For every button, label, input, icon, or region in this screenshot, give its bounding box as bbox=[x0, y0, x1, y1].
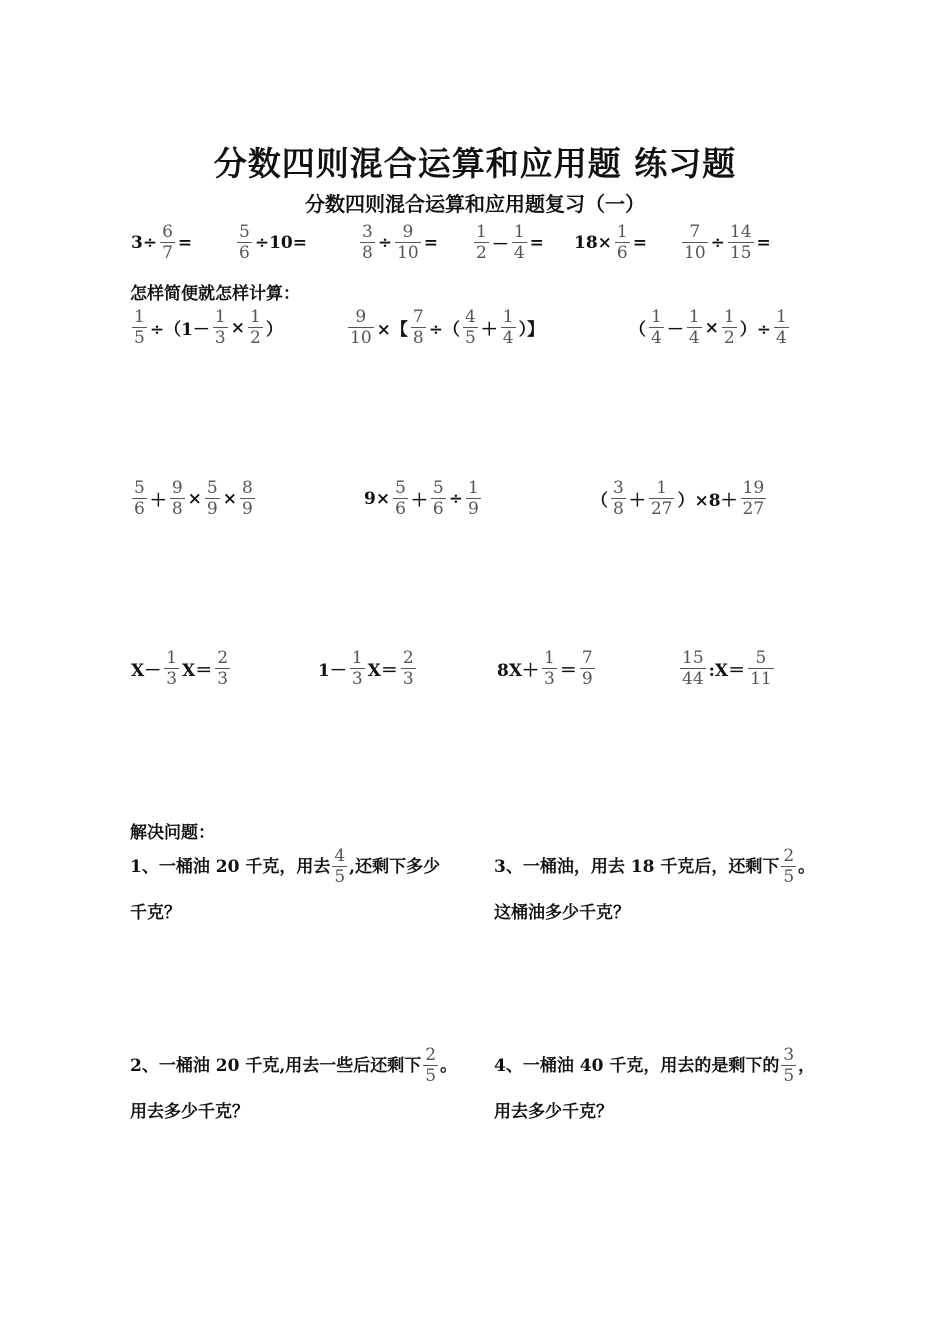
problem-3 bbox=[494, 846, 815, 925]
fraction-denominator: 5 bbox=[334, 867, 346, 887]
fraction bbox=[512, 222, 527, 263]
fraction-numerator: 1 bbox=[249, 307, 261, 327]
fraction-numerator: 5 bbox=[395, 478, 406, 498]
fraction-numerator: 5 bbox=[239, 222, 250, 242]
fraction-numerator: 9 bbox=[171, 478, 183, 498]
math-expression bbox=[130, 222, 193, 263]
problem-4-line2: 用去多少千克？ bbox=[494, 1102, 613, 1122]
operator-text: ＋ bbox=[149, 491, 167, 511]
fraction bbox=[580, 648, 595, 689]
fraction-denominator: 4 bbox=[513, 243, 525, 263]
operator-text: X＝ bbox=[367, 661, 398, 681]
operator-text: 8X＋ bbox=[497, 661, 540, 681]
fraction-denominator: 7 bbox=[162, 243, 173, 263]
problem-4 bbox=[494, 1045, 815, 1124]
fraction-denominator: 2 bbox=[723, 328, 735, 348]
operator-text: （ bbox=[591, 491, 608, 511]
operator-text: = bbox=[632, 232, 647, 253]
fraction-denominator: 5 bbox=[783, 1066, 795, 1086]
operator-text: = bbox=[756, 232, 771, 253]
operator-text: = bbox=[529, 232, 544, 253]
fraction-denominator: 8 bbox=[171, 499, 183, 519]
fraction-denominator: 6 bbox=[616, 243, 628, 263]
operator-text: 1－ bbox=[318, 661, 347, 681]
fraction bbox=[501, 307, 516, 348]
operator-text: ÷ bbox=[377, 232, 393, 253]
fraction-denominator: 4 bbox=[502, 328, 514, 348]
fraction bbox=[350, 648, 365, 689]
fraction-numerator: 1 bbox=[513, 222, 525, 242]
math-expression bbox=[472, 222, 545, 263]
fraction-numerator: 1 bbox=[651, 307, 662, 327]
fraction bbox=[237, 222, 252, 263]
math-expression bbox=[680, 222, 772, 263]
operator-text: 3÷ bbox=[131, 232, 158, 253]
fraction-denominator: 3 bbox=[402, 669, 414, 689]
fraction-denominator: 5 bbox=[783, 867, 795, 887]
fraction-denominator: 4 bbox=[775, 328, 787, 348]
fraction-numerator: 1 bbox=[467, 478, 479, 498]
fraction bbox=[215, 648, 230, 689]
fraction-numerator: 1 bbox=[134, 307, 145, 327]
problem-1-text-end: ,还剩下多少 bbox=[349, 856, 441, 877]
operator-text: = bbox=[423, 232, 438, 253]
math-expression bbox=[317, 648, 418, 689]
fraction bbox=[205, 478, 220, 519]
fraction-denominator: 6 bbox=[395, 499, 406, 519]
fraction-numerator: 5 bbox=[432, 478, 444, 498]
fraction-denominator: 27 bbox=[742, 499, 765, 519]
fraction bbox=[466, 478, 481, 519]
fraction-numerator: 1 bbox=[544, 648, 555, 668]
fraction-denominator: 9 bbox=[206, 499, 218, 519]
problem-4-text-end: ， bbox=[798, 1055, 816, 1076]
fraction-numerator: 15 bbox=[682, 648, 704, 668]
fraction bbox=[680, 648, 706, 689]
fraction bbox=[213, 307, 228, 348]
fraction bbox=[240, 478, 255, 519]
fraction-numerator: 5 bbox=[134, 478, 145, 498]
fraction-denominator: 4 bbox=[688, 328, 700, 348]
operator-text: 9× bbox=[364, 488, 391, 509]
fraction-denominator: 5 bbox=[425, 1066, 437, 1086]
math-expression bbox=[358, 222, 439, 263]
operator-text: × bbox=[704, 317, 719, 338]
fraction-numerator: 3 bbox=[362, 222, 373, 242]
operator-text: ）×8＋ bbox=[677, 491, 738, 511]
fraction bbox=[649, 307, 664, 348]
fraction bbox=[164, 648, 179, 689]
page-subtitle: 分数四则混合运算和应用题复习（一） bbox=[305, 192, 645, 216]
operator-text: ＝ bbox=[559, 661, 577, 681]
fraction-denominator: 9 bbox=[581, 669, 593, 689]
fraction-denominator: 2 bbox=[249, 328, 261, 348]
math-expression bbox=[130, 307, 284, 348]
fraction bbox=[649, 478, 675, 519]
fraction-denominator: 10 bbox=[684, 243, 706, 263]
math-expression bbox=[678, 648, 776, 689]
fraction-numerator: 6 bbox=[162, 222, 173, 242]
problem-4-text: 4、一桶油 40 千克，用去的是剩下的 bbox=[494, 1055, 780, 1076]
fraction-denominator: 6 bbox=[432, 499, 444, 519]
fraction-numerator: 1 bbox=[775, 307, 787, 327]
operator-text: X＝ bbox=[182, 661, 213, 681]
fraction-numerator: 2 bbox=[425, 1045, 437, 1065]
fraction-denominator: 3 bbox=[166, 669, 178, 689]
fraction bbox=[411, 307, 426, 348]
fraction-denominator: 3 bbox=[217, 669, 229, 689]
fraction bbox=[611, 478, 626, 519]
fraction-denominator: 10 bbox=[397, 243, 419, 263]
fraction-numerator: 2 bbox=[783, 846, 795, 866]
fraction bbox=[248, 307, 263, 348]
fraction bbox=[474, 222, 489, 263]
problem-3-line2: 这桶油多少千克？ bbox=[494, 903, 630, 923]
math-expression bbox=[363, 478, 483, 519]
fraction-denominator: 10 bbox=[350, 328, 372, 348]
fraction bbox=[748, 648, 774, 689]
fraction bbox=[615, 222, 630, 263]
fraction-numerator: 3 bbox=[783, 1045, 795, 1065]
fraction bbox=[348, 307, 374, 348]
fraction-denominator: 9 bbox=[241, 499, 253, 519]
fraction-denominator: 3 bbox=[351, 669, 363, 689]
operator-text: 18× bbox=[574, 232, 612, 253]
operator-text: ）÷ bbox=[739, 320, 771, 340]
problem-3-text-end: 。 bbox=[798, 856, 816, 877]
operator-text: = bbox=[177, 232, 193, 253]
fraction bbox=[463, 307, 478, 348]
operator-text: ＋ bbox=[480, 320, 498, 340]
fraction-numerator: 1 bbox=[723, 307, 735, 327]
fraction-denominator: 8 bbox=[412, 328, 424, 348]
fraction-denominator: 44 bbox=[682, 669, 704, 689]
fraction-numerator: 1 bbox=[656, 478, 668, 498]
fraction bbox=[431, 478, 446, 519]
operator-text: ＋ bbox=[628, 491, 646, 511]
fraction-numerator: 19 bbox=[742, 478, 765, 498]
page-title: 分数四则混合运算和应用题 练习题 bbox=[213, 144, 737, 183]
fraction-numerator: 5 bbox=[755, 648, 767, 668]
math-expression bbox=[130, 648, 232, 689]
fraction-numerator: 14 bbox=[729, 222, 752, 242]
fraction bbox=[395, 222, 421, 263]
fraction bbox=[542, 648, 557, 689]
fraction-denominator: 15 bbox=[729, 243, 752, 263]
fraction-denominator: 3 bbox=[544, 669, 555, 689]
fraction-numerator: 7 bbox=[412, 307, 424, 327]
section-calc-label: 怎样简便就怎样计算： bbox=[130, 284, 300, 304]
operator-text: ÷ bbox=[448, 488, 463, 509]
fraction-numerator: 1 bbox=[476, 222, 487, 242]
fraction-denominator: 6 bbox=[239, 243, 250, 263]
fraction bbox=[170, 478, 185, 519]
operator-text: － bbox=[666, 320, 684, 340]
fraction bbox=[132, 307, 147, 348]
problem-1-fraction bbox=[332, 846, 347, 887]
operator-text: ÷（1－ bbox=[149, 320, 210, 340]
problem-1-line2: 千克？ bbox=[130, 903, 181, 923]
fraction-denominator: 11 bbox=[750, 669, 772, 689]
problem-3-text: 3、一桶油，用去 18 千克后，还剩下 bbox=[494, 856, 780, 877]
operator-text: ÷ bbox=[710, 232, 725, 253]
fraction-numerator: 1 bbox=[214, 307, 226, 327]
section-problems-label: 解决问题： bbox=[130, 823, 215, 843]
problem-2-fraction bbox=[423, 1045, 438, 1086]
fraction-denominator: 3 bbox=[214, 328, 226, 348]
fraction-numerator: 8 bbox=[241, 478, 253, 498]
math-expression bbox=[573, 222, 648, 263]
operator-text: ÷（ bbox=[428, 320, 460, 340]
problem-2 bbox=[130, 1045, 457, 1124]
operator-text: ＋ bbox=[410, 491, 428, 511]
fraction-numerator: 1 bbox=[616, 222, 628, 242]
operator-text: :X＝ bbox=[708, 661, 746, 681]
fraction bbox=[132, 478, 147, 519]
problem-2-text: 2、一桶油 20 千克,用去一些后还剩下 bbox=[130, 1055, 422, 1076]
fraction-numerator: 2 bbox=[402, 648, 414, 668]
fraction-numerator: 9 bbox=[402, 222, 414, 242]
fraction-numerator: 1 bbox=[502, 307, 514, 327]
fraction-numerator: 2 bbox=[217, 648, 229, 668]
fraction-denominator: 5 bbox=[134, 328, 145, 348]
fraction-numerator: 9 bbox=[355, 307, 367, 327]
fraction bbox=[682, 222, 708, 263]
math-expression bbox=[130, 478, 257, 519]
fraction-numerator: 1 bbox=[351, 648, 363, 668]
problem-2-line2: 用去多少千克？ bbox=[130, 1102, 249, 1122]
operator-text: × bbox=[187, 488, 202, 509]
fraction-denominator: 9 bbox=[467, 499, 479, 519]
math-expression bbox=[628, 307, 791, 348]
fraction bbox=[687, 307, 702, 348]
operator-text: ） bbox=[265, 320, 283, 340]
operator-text: X－ bbox=[131, 661, 162, 681]
operator-text: － bbox=[491, 235, 509, 255]
fraction-denominator: 8 bbox=[613, 499, 624, 519]
fraction bbox=[741, 478, 767, 519]
problem-1-text: 1、一桶油 20 千克，用去 bbox=[130, 856, 331, 877]
fraction-denominator: 2 bbox=[476, 243, 487, 263]
fraction-numerator: 4 bbox=[334, 846, 346, 866]
fraction-numerator: 7 bbox=[689, 222, 701, 242]
operator-text: ÷10= bbox=[254, 232, 307, 253]
fraction-denominator: 4 bbox=[651, 328, 662, 348]
problem-1 bbox=[130, 846, 440, 925]
fraction bbox=[401, 648, 416, 689]
fraction-numerator: 1 bbox=[166, 648, 178, 668]
fraction-numerator: 5 bbox=[206, 478, 218, 498]
fraction bbox=[728, 222, 754, 263]
operator-text: ）】 bbox=[518, 320, 545, 340]
math-expression bbox=[346, 307, 545, 348]
fraction-denominator: 8 bbox=[362, 243, 373, 263]
fraction bbox=[393, 478, 408, 519]
math-expression bbox=[590, 478, 768, 519]
fraction bbox=[774, 307, 789, 348]
fraction bbox=[722, 307, 737, 348]
operator-text: × bbox=[222, 488, 237, 509]
problem-3-fraction bbox=[781, 846, 796, 887]
fraction-denominator: 5 bbox=[464, 328, 476, 348]
fraction bbox=[160, 222, 175, 263]
problem-4-fraction bbox=[781, 1045, 796, 1086]
fraction-numerator: 3 bbox=[613, 478, 624, 498]
math-expression bbox=[496, 648, 597, 689]
fraction-numerator: 1 bbox=[688, 307, 700, 327]
fraction-denominator: 27 bbox=[650, 499, 673, 519]
fraction-numerator: 7 bbox=[581, 648, 593, 668]
fraction-denominator: 6 bbox=[134, 499, 145, 519]
problem-2-text-end: 。 bbox=[440, 1055, 458, 1076]
operator-text: × bbox=[230, 317, 245, 338]
operator-text: ×【 bbox=[376, 320, 408, 340]
operator-text: （ bbox=[629, 320, 646, 340]
fraction bbox=[360, 222, 375, 263]
math-expression bbox=[235, 222, 308, 263]
fraction-numerator: 4 bbox=[464, 307, 476, 327]
